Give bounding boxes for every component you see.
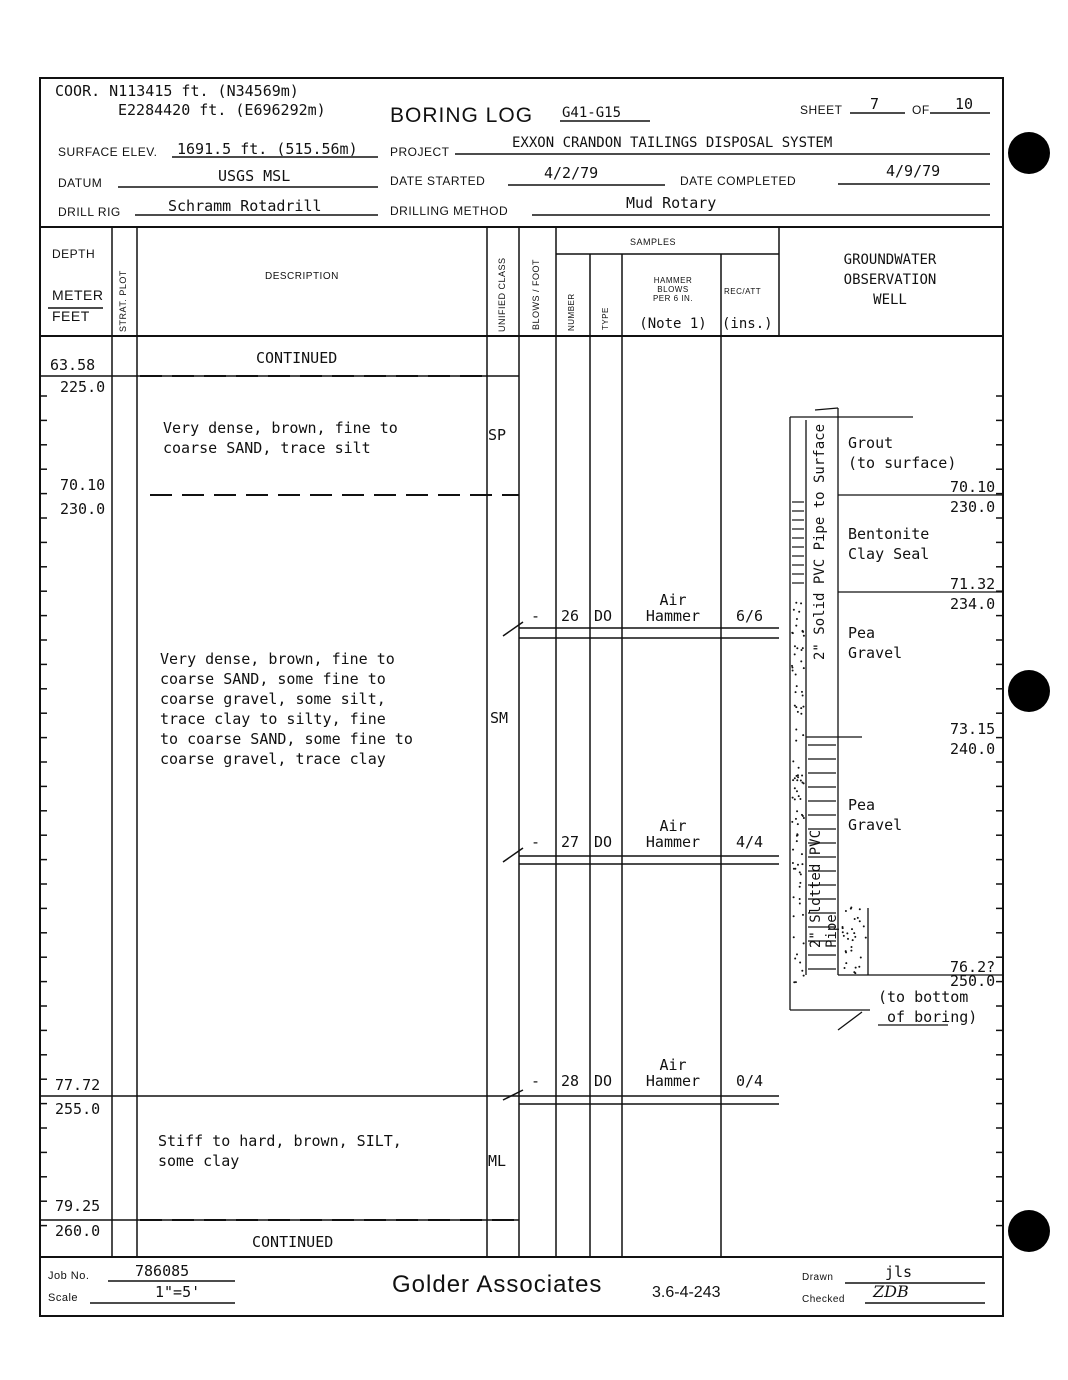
well-bottom-label: (to bottom of boring) [878, 988, 978, 1026]
gravel-dot [854, 918, 856, 920]
gravel-dot [801, 853, 803, 855]
gravel-dot [798, 767, 800, 769]
gravel-dot [802, 630, 804, 632]
drill-rig: Schramm Rotadrill [168, 197, 322, 215]
gravel-dot [797, 834, 799, 836]
gravel-dot [797, 776, 799, 778]
well-depth-feet: 230.0 [950, 498, 996, 516]
gravel-dot [803, 782, 805, 784]
gravel-dot [801, 970, 803, 972]
gravel-dot [794, 798, 796, 800]
gravel-dot [858, 966, 860, 968]
gravel-dot [792, 849, 794, 851]
gravel-dot [793, 896, 795, 898]
gravel-dot [796, 779, 798, 781]
gravel-dot [803, 817, 805, 819]
gravel-dot [802, 647, 804, 649]
gravel-dot [795, 740, 797, 742]
gravel-dot [801, 691, 803, 693]
gravel-dot [795, 625, 797, 627]
rec-att-header: REC/ATT [724, 287, 762, 296]
gravel-dot [857, 917, 859, 919]
boring-id: G41-G15 [562, 105, 622, 121]
project-name: EXXON CRANDON TAILINGS DISPOSAL SYSTEM [512, 135, 833, 151]
well-grout-label: Grout (to surface) [848, 434, 957, 472]
gravel-dot [845, 910, 847, 912]
sample-type: DO [594, 607, 613, 625]
gravel-dot [865, 937, 867, 939]
gravel-dot [863, 925, 865, 927]
gravel-dot [842, 931, 844, 933]
date-started: 4/2/79 [544, 164, 599, 182]
gravel-dot [796, 953, 798, 955]
gravel-dot [859, 920, 861, 922]
well-depth-meter: 76.2? [950, 958, 996, 976]
sample-recovery: 0/4 [736, 1072, 764, 1090]
meter-header: METER [52, 287, 104, 303]
gravel-dot [794, 787, 796, 789]
sample-hammer: Air Hammer [645, 817, 701, 851]
gravel-dot [844, 967, 846, 969]
gravel-dot [796, 685, 798, 687]
gravel-dot [800, 780, 802, 782]
unified-class: SP [488, 426, 507, 444]
layer-description: CONTINUED [252, 1233, 334, 1251]
gravel-dot [850, 946, 852, 948]
of-label: OF [912, 103, 930, 117]
gravel-dot [801, 775, 803, 777]
gravel-dot [797, 711, 799, 713]
gravel-dot [802, 694, 804, 696]
gravel-dot [847, 938, 849, 940]
gravel-dot [795, 728, 797, 730]
sheet-total: 10 [955, 95, 974, 113]
scale: 1"=5' [155, 1283, 201, 1301]
gravel-dot [853, 932, 855, 934]
gravel-dot [796, 647, 798, 649]
layer-description: CONTINUED [256, 349, 338, 367]
sample-blows: - [531, 607, 541, 625]
gravel-dot [802, 815, 804, 817]
gravel-dot [800, 873, 802, 875]
sheet-number: 7 [870, 95, 880, 113]
sample-number: 26 [561, 607, 580, 625]
gravel-dot [795, 981, 797, 983]
depth-meter: 63.58 [50, 356, 96, 374]
well-depth-meter: 70.10 [950, 478, 996, 496]
gravel-dot [799, 898, 801, 900]
gravel-dot [800, 660, 802, 662]
depth-meter: 79.25 [55, 1197, 101, 1215]
gravel-dot [792, 760, 794, 762]
gravel-dot [791, 665, 793, 667]
well-depth-feet: 234.0 [950, 595, 996, 613]
unified-class: ML [488, 1152, 507, 1170]
sample-recovery: 6/6 [736, 607, 764, 625]
sample-hammer: Air Hammer [645, 591, 701, 625]
gravel-dot [795, 818, 797, 820]
gravel-dot [795, 674, 797, 676]
sample-recovery: 4/4 [736, 833, 764, 851]
well-depth-meter: 71.32 [950, 575, 996, 593]
description-header: DESCRIPTION [265, 271, 339, 282]
sample-blows: - [531, 1072, 541, 1090]
drilling-method-label: DRILLING METHOD [390, 204, 509, 218]
well-bentonite-label: Bentonite Clay Seal [848, 525, 930, 563]
gravel-dot [853, 971, 855, 973]
gravel-dot [792, 779, 794, 781]
datum-label: DATUM [58, 176, 103, 190]
gravel-dot [801, 649, 803, 651]
coordinates-east: E2284420 ft. (E696292m) [118, 101, 326, 119]
gravel-dot [799, 871, 801, 873]
date-started-label: DATE STARTED [390, 174, 486, 188]
gravel-dot [798, 611, 800, 613]
sample-number: 28 [561, 1072, 580, 1090]
gravel-dot [850, 950, 852, 952]
gravel-dot [794, 705, 796, 707]
slotted-pvc-pipe-label: 2" Slotted PVC Pipe [808, 829, 840, 948]
gravel-dot [860, 957, 862, 959]
gravel-dot [793, 915, 795, 917]
gravel-dot [794, 653, 796, 655]
gravel-dot [793, 936, 795, 938]
gravel-dot [796, 618, 798, 620]
gravel-dot [852, 939, 854, 941]
depth-feet: 255.0 [55, 1100, 101, 1118]
gravel-dot [854, 936, 856, 938]
well-pea-gravel-label: Pea Gravel [848, 624, 903, 662]
gravel-dot [794, 645, 796, 647]
gravel-dot [799, 886, 801, 888]
gravel-dot [791, 821, 793, 823]
date-completed-label: DATE COMPLETED [680, 174, 797, 188]
well-depth-feet: 240.0 [950, 740, 996, 758]
gravel-dot [803, 667, 805, 669]
scale-label: Scale [48, 1292, 79, 1304]
samples-header: SAMPLES [630, 237, 677, 247]
gravel-dot [846, 932, 848, 934]
drawn-label: Drawn [802, 1272, 834, 1283]
gravel-dot [800, 707, 802, 709]
datum: USGS MSL [218, 167, 291, 185]
layer-description: Very dense, brown, fine to coarse SAND, some fine to coarse gravel, some silt, trace clay to silty, fine to coarse SAND, some fine to coarse gravel, trace clay [160, 650, 413, 768]
job-no-label: Job No. [48, 1270, 90, 1282]
gravel-dot [802, 734, 804, 736]
document-title: BORING LOG [390, 104, 534, 127]
gravel-dot [792, 797, 794, 799]
groundwater-well-header: GROUNDWATER OBSERVATION WELL [843, 252, 937, 308]
sheet-label: SHEET [800, 103, 843, 117]
gravel-dot [803, 975, 805, 977]
gravel-dot [793, 609, 795, 611]
checked-by: ZDB [873, 1282, 909, 1301]
sample-type: DO [594, 1072, 613, 1090]
depth-feet: 260.0 [55, 1222, 101, 1240]
layer-description: Stiff to hard, brown, SILT, some clay [158, 1132, 402, 1170]
gravel-dot [859, 908, 861, 910]
strat-plot-header: STRAT. PLOT [118, 270, 128, 332]
gravel-dot [794, 777, 796, 779]
coordinates-north: COOR. N113415 ft. (N34569m) [55, 82, 299, 100]
gravel-dot [845, 962, 847, 964]
document-reference: 3.6-4-243 [652, 1284, 721, 1301]
hammer-header: HAMMER BLOWS PER 6 IN. [652, 276, 694, 303]
gravel-dot [799, 962, 801, 964]
gravel-dot [843, 935, 845, 937]
sample-number: 27 [561, 833, 580, 851]
gravel-dot [796, 840, 798, 842]
feet-header: FEET [52, 308, 90, 324]
gravel-dot [792, 669, 794, 671]
sample-hammer: Air Hammer [645, 1056, 701, 1090]
gravel-dot [803, 942, 805, 944]
drill-rig-label: DRILL RIG [58, 205, 121, 219]
sample-blows: - [531, 833, 541, 851]
ins-header: (ins.) [722, 316, 773, 332]
depth-meter: 70.10 [60, 476, 106, 494]
type-header: TYPE [601, 307, 610, 330]
gravel-dot [795, 602, 797, 604]
depth-header: DEPTH [52, 247, 96, 261]
depth-meter: 77.72 [55, 1076, 101, 1094]
gravel-dot [796, 775, 798, 777]
gravel-dot [799, 798, 801, 800]
gravel-dot [850, 906, 852, 908]
layer-description: Very dense, brown, fine to coarse SAND, trace silt [163, 419, 398, 457]
gravel-dot [795, 706, 797, 708]
gravel-dot [803, 635, 805, 637]
well-pea-gravel-label: Pea Gravel [848, 796, 903, 834]
well-depth-meter: 73.15 [950, 720, 996, 738]
sample-type: DO [594, 833, 613, 851]
gravel-dot [800, 602, 802, 604]
hammer-note: (Note 1) [639, 316, 707, 332]
number-header: NUMBER [567, 293, 576, 331]
company-name: Golder Associates [392, 1271, 603, 1298]
depth-feet: 230.0 [60, 500, 106, 518]
gravel-dot [800, 713, 802, 715]
depth-feet: 225.0 [60, 378, 106, 396]
date-completed: 4/9/79 [886, 162, 941, 180]
gravel-dot [855, 967, 857, 969]
gravel-dot [842, 927, 844, 929]
surface-elev-label: SURFACE ELEV. [58, 145, 158, 159]
drilling-method: Mud Rotary [626, 194, 717, 212]
gravel-dot [798, 795, 800, 797]
unified-class: SM [490, 709, 509, 727]
blows-foot-header: BLOWS / FOOT [531, 258, 541, 330]
gravel-dot [802, 914, 804, 916]
gravel-dot [796, 790, 798, 792]
gravel-dot [851, 928, 853, 930]
solid-pvc-pipe-label: 2" Solid PVC Pipe to Surface [812, 424, 828, 661]
gravel-dot [794, 868, 796, 870]
gravel-dot [845, 951, 847, 953]
project-label: PROJECT [390, 145, 450, 159]
drawn-by: jls [885, 1263, 913, 1281]
gravel-dot [792, 632, 794, 634]
gravel-dot [802, 706, 804, 708]
gravel-dot [799, 882, 801, 884]
gravel-dot [801, 863, 803, 865]
job-no: 786085 [135, 1262, 190, 1280]
checked-label: Checked [802, 1294, 845, 1305]
gravel-dot [797, 864, 799, 866]
gravel-dot [794, 958, 796, 960]
gravel-dot [796, 810, 798, 812]
gravel-dot [792, 862, 794, 864]
gravel-dot [799, 903, 801, 905]
well-depth-feet: 250.0 [950, 972, 996, 990]
gravel-dot [795, 691, 797, 693]
unified-class-header: UNIFIED CLASS [497, 257, 507, 332]
surface-elev: 1691.5 ft. (515.56m) [177, 140, 358, 158]
gravel-dot [797, 823, 799, 825]
